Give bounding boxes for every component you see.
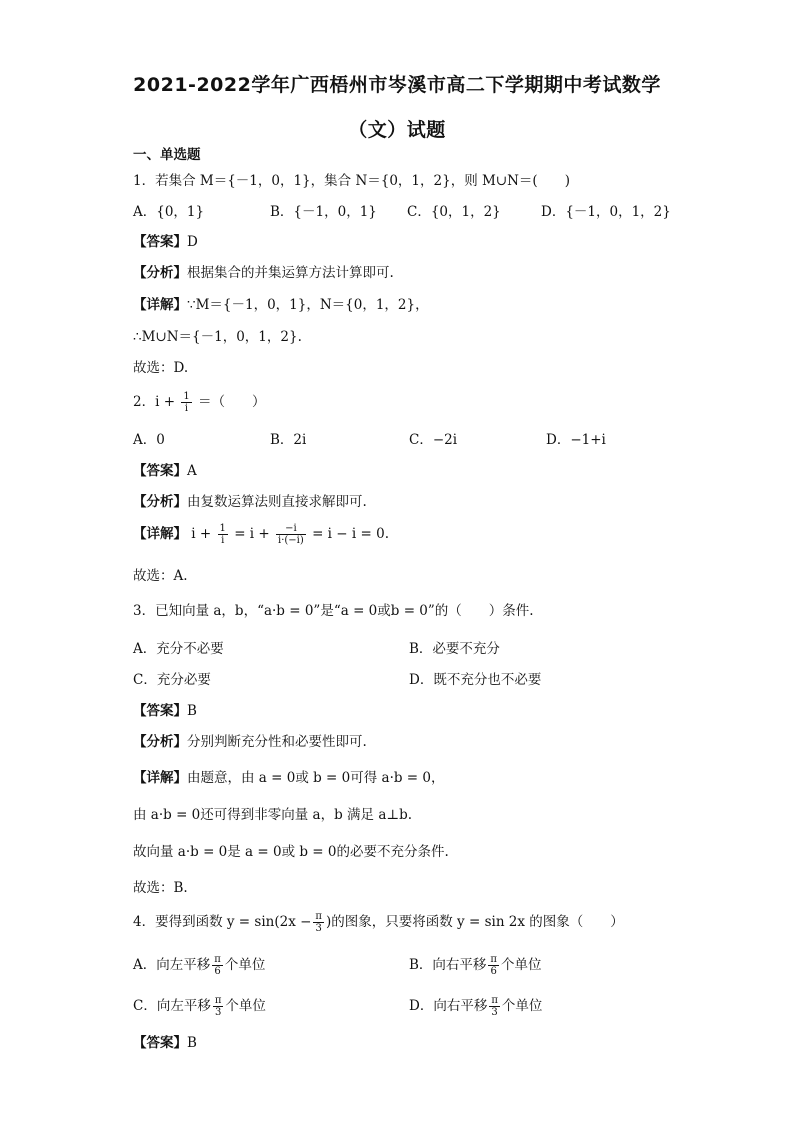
q1-answer-line bbox=[133, 233, 198, 251]
q2-detail-pre: i + bbox=[191, 526, 212, 542]
q2-detail-line bbox=[133, 520, 389, 548]
answer-label: 【答案】 bbox=[133, 1035, 187, 1051]
q4-option-a-post: 个单位 bbox=[224, 957, 266, 973]
q4-option-b-num: π bbox=[490, 954, 497, 965]
q4-stem-fraction bbox=[313, 911, 324, 934]
q4-stem-post: )的图象，只要将函数 y = sin 2x 的图象（ ） bbox=[326, 914, 624, 930]
q1-analysis-line bbox=[133, 264, 394, 282]
q3-answer-line bbox=[133, 702, 197, 720]
q1-stem: 1．若集合 M＝{－1，0，1}，集合 N＝{0，1，2}，则 M∪N＝( ) bbox=[133, 173, 570, 189]
q3-analysis: 分别判断充分性和必要性即可. bbox=[187, 734, 367, 750]
q1-detail-line bbox=[133, 296, 429, 314]
analysis-label: 【分析】 bbox=[133, 494, 187, 510]
q3-stem: 3．已知向量 a，b，“a·b = 0”是“a = 0或b = 0”的（ ）条件. bbox=[133, 603, 534, 619]
q4-option-b bbox=[409, 952, 542, 978]
q2-detail-f1-den: i bbox=[221, 535, 225, 546]
q3-option-d: D．既不充分也不必要 bbox=[409, 672, 542, 688]
answer-label: 【答案】 bbox=[133, 703, 187, 719]
q3-detail-3: 故向量 a·b = 0是 a = 0或 b = 0的必要不充分条件. bbox=[133, 844, 449, 860]
q2-answer-line bbox=[133, 462, 197, 480]
q1-option-a: A．{0，1} bbox=[133, 204, 205, 220]
q4-option-d bbox=[409, 993, 542, 1019]
q2-frac-den: i bbox=[184, 403, 189, 414]
q1-analysis: 根据集合的并集运算方法计算即可. bbox=[187, 265, 394, 281]
q3-detail-line bbox=[133, 769, 445, 787]
q2-detail-f1-num: 1 bbox=[219, 523, 226, 534]
q4-stem-frac-num: π bbox=[315, 911, 322, 922]
q4-option-b-post: 个单位 bbox=[501, 957, 542, 973]
q2-stem bbox=[133, 389, 265, 415]
q4-option-c bbox=[133, 993, 266, 1019]
q2-detail-fraction-1 bbox=[218, 523, 228, 546]
q2-stem-post: ＝（ ） bbox=[197, 394, 266, 410]
title-line-1: 2021-2022学年广西梧州市岑溪市高二下学期期中考试数学 bbox=[133, 74, 661, 96]
q2-option-d: D．−1+i bbox=[546, 432, 606, 448]
title-line-2: （文）试题 bbox=[348, 119, 446, 141]
q2-stem-pre: 2．i + bbox=[133, 394, 176, 410]
q4-option-d-post: 个单位 bbox=[501, 998, 543, 1014]
q1-option-c: C．{0，1，2} bbox=[407, 204, 501, 220]
q4-option-a-pre: A．向左平移 bbox=[133, 957, 211, 973]
q4-option-c-den: 3 bbox=[214, 1007, 222, 1018]
q3-option-c: C．充分必要 bbox=[133, 672, 211, 688]
q1-detail-2: ∴M∪N＝{－1，0，1，2}. bbox=[133, 329, 302, 345]
q2-frac-num: 1 bbox=[183, 391, 190, 402]
q4-option-a bbox=[133, 952, 265, 978]
q2-option-b: B．2i bbox=[270, 432, 307, 448]
q1-option-b: B．{－1，0，1} bbox=[270, 204, 377, 220]
q2-detail-f2-den: i·(−i) bbox=[278, 535, 304, 546]
q4-answer: B bbox=[187, 1035, 197, 1051]
q4-option-a-fraction bbox=[212, 954, 223, 977]
q3-choose: 故选：B. bbox=[133, 880, 188, 896]
q2-detail-f2-num: −i bbox=[276, 523, 306, 535]
q4-option-a-num: π bbox=[214, 954, 221, 965]
q4-option-c-pre: C．向左平移 bbox=[133, 998, 211, 1014]
q4-option-b-fraction bbox=[488, 954, 499, 977]
q4-option-b-pre: B．向右平移 bbox=[409, 957, 487, 973]
q3-option-b: B．必要不充分 bbox=[409, 641, 500, 657]
q2-analysis-line bbox=[133, 493, 367, 511]
q4-option-b-den: 6 bbox=[490, 966, 497, 977]
q1-option-d: D．{－1，0，1，2} bbox=[541, 204, 671, 220]
q4-option-c-fraction bbox=[213, 995, 224, 1018]
q2-option-c: C．−2i bbox=[409, 432, 458, 448]
q4-option-c-post: 个单位 bbox=[225, 998, 266, 1014]
q2-detail-post: = i − i = 0. bbox=[312, 526, 389, 542]
q4-stem bbox=[133, 908, 624, 936]
q4-option-d-num: π bbox=[491, 995, 498, 1006]
q2-choose: 故选：A. bbox=[133, 568, 188, 584]
q4-option-d-den: 3 bbox=[491, 1007, 498, 1018]
q2-answer: A bbox=[187, 463, 197, 479]
answer-label: 【答案】 bbox=[133, 234, 187, 250]
analysis-label: 【分析】 bbox=[133, 265, 187, 281]
q3-analysis-line bbox=[133, 733, 367, 751]
q4-option-a-den: 6 bbox=[214, 966, 221, 977]
answer-label: 【答案】 bbox=[133, 463, 187, 479]
analysis-label: 【分析】 bbox=[133, 734, 187, 750]
q3-answer: B bbox=[187, 703, 197, 719]
q2-detail-mid: = i + bbox=[234, 526, 270, 542]
q2-detail-fraction-2 bbox=[276, 523, 306, 546]
q1-answer: D bbox=[187, 234, 198, 250]
q4-option-d-pre: D．向右平移 bbox=[409, 998, 488, 1014]
detail-label: 【详解】 bbox=[133, 526, 187, 542]
q1-detail: ∵M＝{－1，0，1}，N＝{0，1，2}， bbox=[187, 297, 429, 313]
q2-stem-fraction bbox=[181, 391, 191, 414]
q3-option-a: A．充分不必要 bbox=[133, 641, 224, 657]
section-heading: 一、单选题 bbox=[133, 147, 201, 163]
q4-answer-line bbox=[133, 1034, 197, 1052]
q3-detail-2: 由 a·b = 0还可得到非零向量 a，b 满足 a⊥b. bbox=[133, 807, 412, 823]
q3-detail: 由题意，由 a = 0或 b = 0可得 a·b = 0， bbox=[187, 770, 445, 786]
q2-analysis: 由复数运算法则直接求解即可. bbox=[187, 494, 367, 510]
q4-option-d-fraction bbox=[489, 995, 500, 1018]
q4-option-c-num: π bbox=[214, 995, 222, 1006]
q4-stem-frac-den: 3 bbox=[315, 923, 322, 934]
q2-option-a: A．0 bbox=[133, 432, 165, 448]
detail-label: 【详解】 bbox=[133, 297, 187, 313]
q4-stem-pre: 4．要得到函数 y = sin(2x − bbox=[133, 914, 312, 930]
detail-label: 【详解】 bbox=[133, 770, 187, 786]
q1-choose: 故选：D. bbox=[133, 360, 189, 376]
